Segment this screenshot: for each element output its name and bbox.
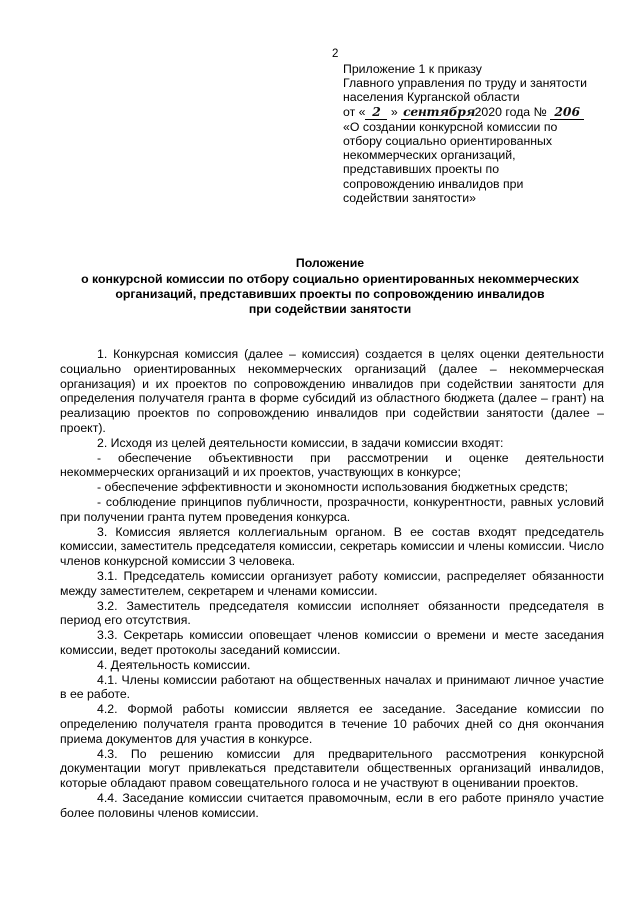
appendix-about-line: некоммерческих организаций, — [343, 148, 516, 163]
paragraph: 4.2. Формой работы комиссии является ее заседание. Заседание комиссии по определению получателя гранта проводится в течение 10 рабочих дней со дня окончания приема документов для участия в конкурсе. — [60, 702, 604, 746]
date-year: 2020 года № — [474, 104, 547, 119]
paragraph: 2. Исходя из целей деятельности комиссии, в задачи комиссии входят: — [97, 435, 504, 450]
paragraph: - обеспечение эффективности и экономности использования бюджетных средств; — [97, 480, 569, 495]
paragraph: 4.1. Члены комиссии работают на общественных началах и принимают личное участие в ее работе. — [60, 672, 604, 702]
paragraph: 3. Комиссия является коллегиальным органом. В ее состав входят председатель комиссии, заместитель председателя комиссии, секретарь комиссии и члены комиссии. Число членов конкурсной комиссии 3 человека. — [60, 524, 604, 569]
paragraph: 4.3. По решению комиссии для предварительного рассмотрения конкурсной документации могут привлекаться представители общественных организаций инвалидов, которые обладают правом совещательного голоса и не участвуют в оценивании проектов. — [60, 746, 604, 791]
title-line: организаций, представивших проекты по сопровождению инвалидов — [115, 287, 545, 301]
page-number: 2 — [332, 48, 339, 60]
document-body — [60, 347, 604, 821]
paragraph: - соблюдение принципов публичности, прозрачности, конкурентности, равных условий при получении гранта путем проведения конкурса. — [60, 494, 604, 524]
appendix-about-line: отбору социально ориентированных — [343, 134, 553, 149]
appendix-block — [343, 62, 613, 205]
title-line: при содействии занятости — [248, 302, 412, 316]
date-prefix: от « — [343, 104, 366, 119]
appendix-date-line — [343, 105, 613, 120]
paragraph: 3.2. Заместитель председателя комиссии исполняет обязанности председателя в период его отсутствия. — [60, 598, 604, 628]
appendix-line: населения Курганской области — [343, 90, 520, 105]
appendix-about-line: содействии занятости» — [343, 190, 476, 205]
paragraph: 1. Конкурсная комиссия (далее – комиссия) создается в целях оценки деятельности социально ориентированных некоммерческих организаций (далее – некоммерческая организация) и их проектов по сопровождению инвалидов при содействии занятости для определения получателя гранта в форме субсидий из областного бюджета (далее – грант) на реализацию проектов по сопровождению инвалидов при содействии занятости (далее – проект). — [60, 347, 604, 435]
date-mid: » — [390, 104, 398, 119]
title-line: о конкурсной комиссии по отбору социально ориентированных некоммерческих — [81, 272, 579, 286]
appendix-about-line: представивших проекты по — [343, 162, 500, 177]
handwritten-month: сентября — [403, 103, 476, 119]
appendix-line: Главного управления по труду и занятости — [343, 76, 588, 91]
appendix-about-line: сопровождению инвалидов при — [343, 176, 524, 191]
appendix-about-line: «О создании конкурсной комиссии по — [343, 119, 558, 134]
paragraph: 3.1. Председатель комиссии организует работу комиссии, распределяет обязанности между заместителем, секретарем и членами комиссии. — [60, 568, 604, 598]
paragraph: - обеспечение объективности при рассмотрении и оценке деятельности некоммерческих организаций и их проектов, участвующих в конкурсе; — [60, 450, 604, 480]
paragraph: 4. Деятельность комиссии. — [97, 657, 251, 672]
document-title — [60, 256, 600, 317]
handwritten-order-number: 206 — [550, 105, 584, 120]
paragraph: 3.3. Секретарь комиссии оповещает членов комиссии о времени и месте заседания комиссии, ведет протоколы заседаний комиссии. — [60, 628, 604, 657]
paragraph: 4.4. Заседание комиссии считается правомочным, если в его работе приняло участие более половины членов комиссии. — [60, 790, 604, 820]
handwritten-day: 2 — [365, 105, 387, 120]
title-heading: Положение — [295, 256, 365, 270]
appendix-line: Приложение 1 к приказу — [343, 62, 482, 76]
